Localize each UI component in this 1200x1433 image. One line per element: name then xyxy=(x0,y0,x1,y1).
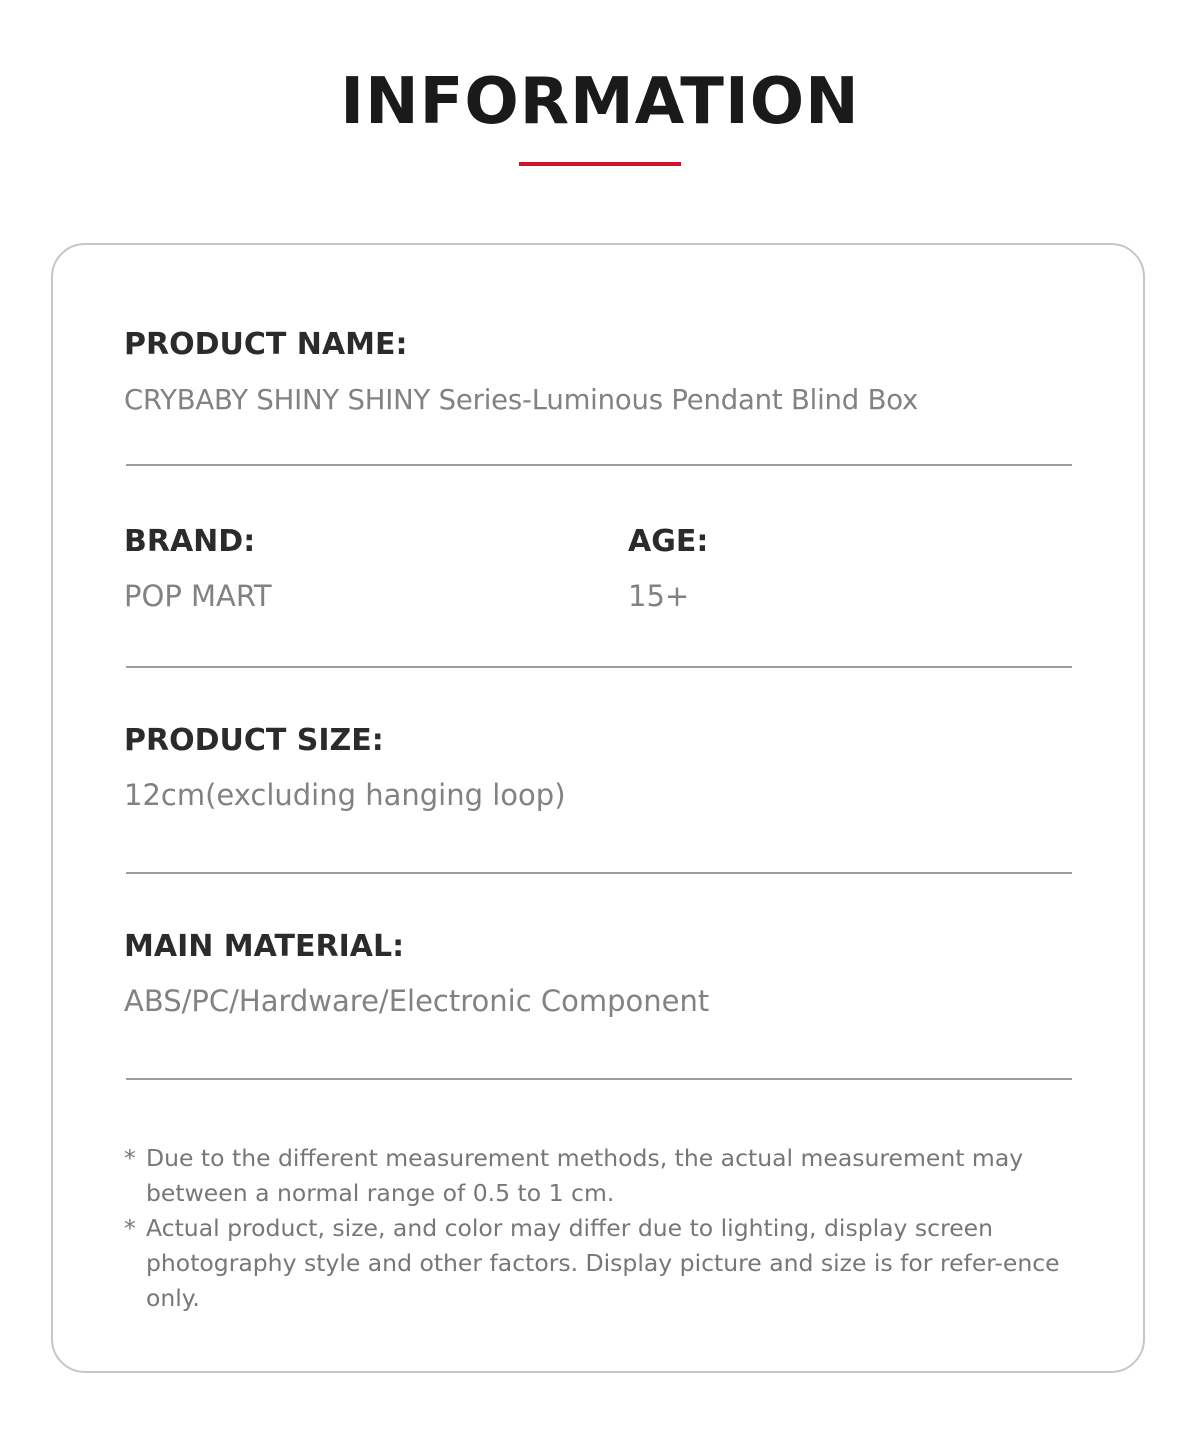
product-size-value: 12cm(excluding hanging loop) xyxy=(124,778,566,812)
main-material-value: ABS/PC/Hardware/Electronic Component xyxy=(124,984,710,1018)
title-accent-line xyxy=(519,162,681,166)
divider xyxy=(126,872,1072,874)
brand-value: POP MART xyxy=(124,579,272,613)
display-note xyxy=(124,1211,1084,1316)
product-name-value: CRYBABY SHINY SHINY Series-Luminous Pendant Blind Box xyxy=(124,384,919,416)
note-text: Due to the different measurement methods, the actual measurement may between a normal range of 0.5 to 1 cm. xyxy=(146,1144,1024,1207)
divider xyxy=(126,1078,1072,1080)
asterisk-icon: * xyxy=(124,1214,136,1242)
measurement-note xyxy=(124,1141,1084,1211)
page-title: INFORMATION xyxy=(340,65,860,139)
product-name-label: PRODUCT NAME: xyxy=(124,327,408,362)
age-value: 15+ xyxy=(628,579,690,613)
age-label: AGE: xyxy=(628,524,709,559)
main-material-label: MAIN MATERIAL: xyxy=(124,929,405,964)
brand-label: BRAND: xyxy=(124,524,256,559)
asterisk-icon: * xyxy=(124,1144,136,1172)
product-size-label: PRODUCT SIZE: xyxy=(124,723,384,758)
note-text: Actual product, size, and color may differ due to lighting, display screen photography style and other factors. Display picture and size is for refer-ence only. xyxy=(146,1214,1060,1312)
divider xyxy=(126,666,1072,668)
divider xyxy=(126,464,1072,466)
